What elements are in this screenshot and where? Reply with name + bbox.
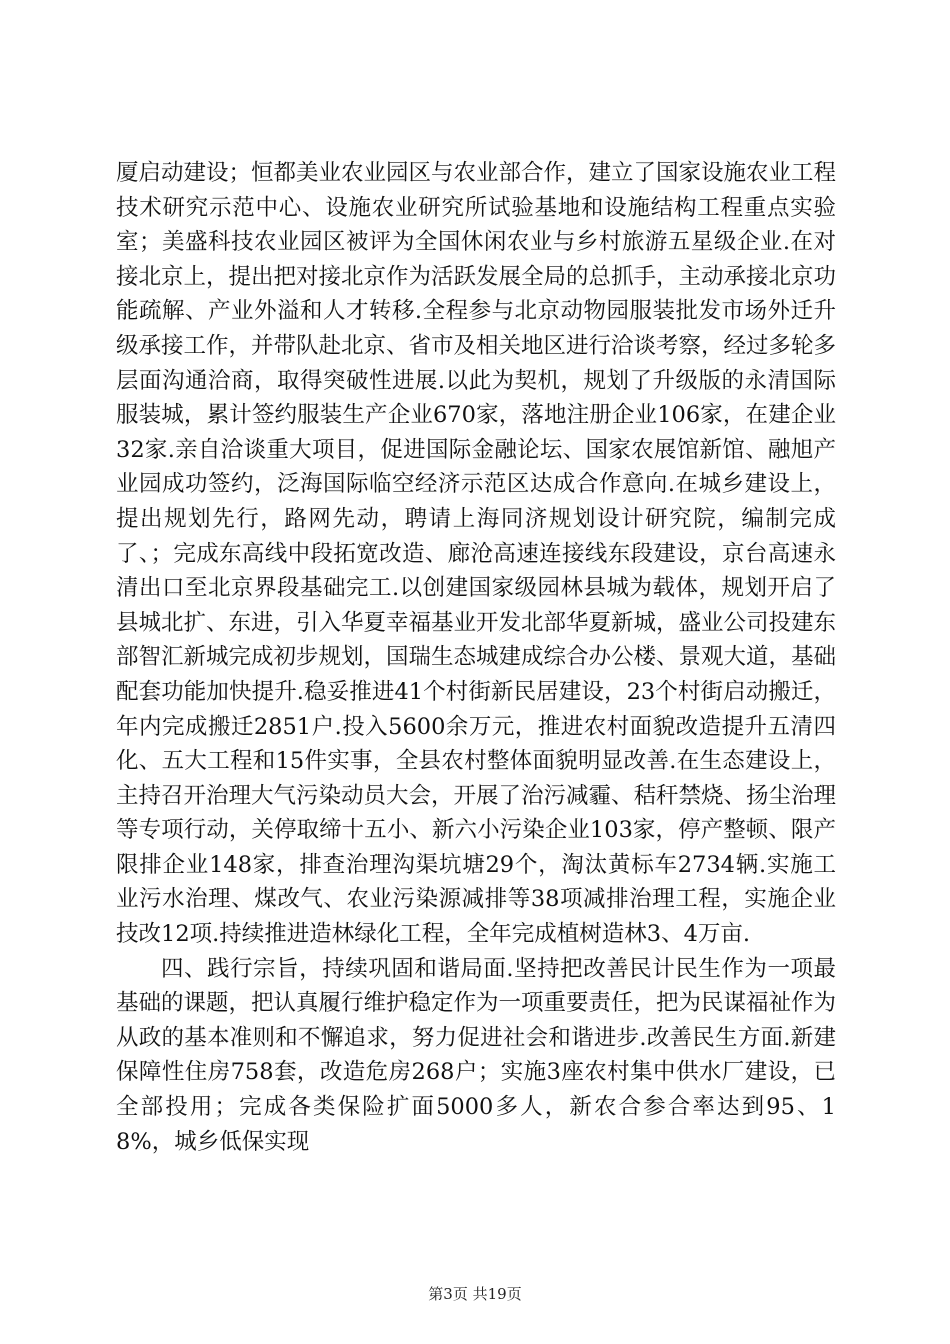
paragraph-2: 四、践行宗旨，持续巩固和谐局面.坚持把改善民计民生作为一项最基础的课题，把认真履行维护稳定作为一项重要责任，把为民谋福祉作为从政的基本准则和不懈追求，努力促进社会和谐进步.改善民生方面.新建保障性住房758套，改造危房268户；实施3座农村集中供水厂建设，已全部投用；完成各类保险扩面5000多人，新农合参合率达到95、18%，城乡低保实现 (116, 955, 837, 1155)
page-number-footer: 第3页 共19页 (428, 1285, 522, 1303)
paragraph-1: 厦启动建设；恒都美业农业园区与农业部合作，建立了国家设施农业工程技术研究示范中心、设施农业研究所试验基地和设施结构工程重点实验室；美盛科技农业园区被评为全国休闲农业与乡村旅游五星级企业.在对接北京上，提出把对接北京作为活跃发展全局的总抓手，主动承接北京功能疏解、产业外溢和人才转移.全程参与北京动物园服装批发市场外迁升级承接工作，并带队赴北京、省市及相关地区进行洽谈考察，经过多轮多层面沟通洽商，取得突破性进展.以此为契机，规划了升级版的永清国际服装城，累计签约服装生产企业670家，落地注册企业106家，在建企业32家.亲自洽谈重大项目，促进国际金融论坛、国家农展馆新馆、融旭产业园成功签约，泛海国际临空经济示范区达成合作意向.在城乡建设上，提出规划先行，路网先动，聘请上海同济规划设计研究院，编制完成了、；完成东高线中段拓宽改造、廊沧高速连接线东段建设，京台高速永清出口至北京界段基础完工.以创建国家级园林县城为载体，规划开启了县城北扩、东进，引入华夏幸福基业开发北部华夏新城，盛业公司投建东部智汇新城完成初步规划，国瑞生态城建成综合办公楼、景观大道，基础配套功能加快提升.稳妥推进41个村街新民居建设，23个村街启动搬迁，年内完成搬迁2851户.投入5600余万元，推进农村面貌改造提升五清四化、五大工程和15件实事，全县农村整体面貌明显改善.在生态建设上，主持召开治理大气污染动员大会，开展了治污减霾、秸秆禁烧、扬尘治理等专项行动，关停取缔十五小、新六小污染企业103家，停产整顿、限产限排企业148家，排查治理沟渠坑塘29个，淘汰黄标车2734辆.实施工业污水治理、煤改气、农业污染源减排等38项减排治理工程，实施企业技改12项.持续推进造林绿化工程，全年完成植树造林3、4万亩. (116, 160, 837, 948)
document-body (116, 156, 836, 1159)
